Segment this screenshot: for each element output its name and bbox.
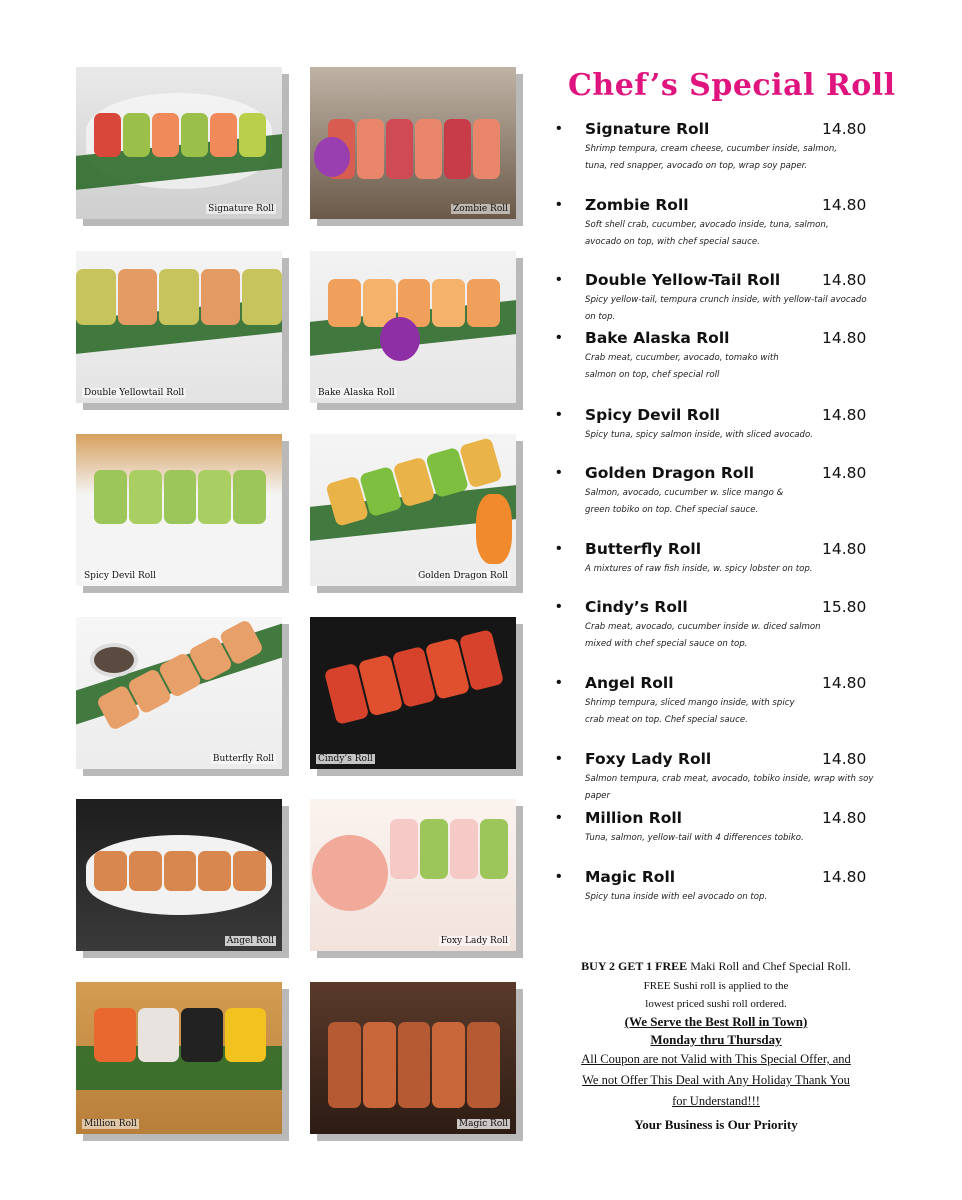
photo-caption: Spicy Devil Roll xyxy=(84,571,156,581)
photo-caption: Golden Dragon Roll xyxy=(418,571,508,581)
photo-signature-roll xyxy=(76,67,282,219)
photo-zombie-roll xyxy=(310,67,516,219)
promo-disclaimer: We not Offer This Deal with Any Holiday Thank You xyxy=(582,1073,850,1087)
item-price: 14.80 xyxy=(822,196,867,214)
photo-caption: Double Yellowtail Roll xyxy=(84,388,185,398)
item-price: 15.80 xyxy=(822,598,867,616)
item-description: Spicy tuna inside with eel avocado on top. xyxy=(585,892,768,902)
bullet-icon: • xyxy=(556,329,562,346)
item-description: Soft shell crab, cucumber, avocado inside, tuna, salmon, avocado on top, with chef special sauce. xyxy=(585,220,829,247)
photo-spicy-devil-roll xyxy=(76,434,282,586)
bullet-icon: • xyxy=(556,540,562,557)
item-name: Golden Dragon Roll xyxy=(585,464,755,482)
item-price: 14.80 xyxy=(822,120,867,138)
promo-days: Monday thru Thursday xyxy=(650,1032,782,1047)
item-price: 14.80 xyxy=(822,540,867,558)
bullet-icon: • xyxy=(556,271,562,288)
item-price: 14.80 xyxy=(822,406,867,424)
item-description: Salmon tempura, crab meat, avocado, tobiko inside, wrap with soy paper xyxy=(585,774,874,801)
item-price: 14.80 xyxy=(822,674,867,692)
item-name: Angel Roll xyxy=(585,674,674,692)
item-name: Million Roll xyxy=(585,809,682,827)
item-description: Tuna, salmon, yellow-tail with 4 differences tobiko. xyxy=(585,833,804,843)
item-description: Spicy tuna, spicy salmon inside, with sliced avocado. xyxy=(585,430,813,440)
bullet-icon: • xyxy=(556,406,562,423)
photo-golden-dragon-roll xyxy=(310,434,516,586)
bullet-icon: • xyxy=(556,464,562,481)
item-name: Foxy Lady Roll xyxy=(585,750,712,768)
item-name: Signature Roll xyxy=(585,120,710,138)
item-price: 14.80 xyxy=(822,750,867,768)
photo-caption: Signature Roll xyxy=(208,204,274,214)
photo-caption: Angel Roll xyxy=(226,936,274,946)
item-price: 14.80 xyxy=(822,329,867,347)
bullet-icon: • xyxy=(556,674,562,691)
bullet-icon: • xyxy=(556,750,562,767)
promo-disclaimer: for Understand!!! xyxy=(672,1094,760,1108)
item-description: Crab meat, avocado, cucumber inside w. diced salmon mixed with chef special sauce on top. xyxy=(585,622,821,649)
promo-offer: BUY 2 GET 1 FREE Maki Roll and Chef Special Roll. xyxy=(581,959,851,973)
promo-note: FREE Sushi roll is applied to the xyxy=(643,980,789,992)
item-price: 14.80 xyxy=(822,868,867,886)
photo-magic-roll xyxy=(310,982,516,1134)
item-price: 14.80 xyxy=(822,809,867,827)
photo-angel-roll xyxy=(76,799,282,951)
item-description: Spicy yellow-tail, tempura crunch inside, with yellow-tail avocado on top. xyxy=(585,295,867,322)
photo-bake-alaska-roll xyxy=(310,251,516,403)
item-description: Shrimp tempura, cream cheese, cucumber inside, salmon, tuna, red snapper, avocado on top, wrap soy paper. xyxy=(585,144,838,171)
photo-caption: Bake Alaska Roll xyxy=(318,388,395,398)
photo-foxy-lady-roll xyxy=(310,799,516,951)
photo-butterfly-roll xyxy=(76,617,282,769)
item-price: 14.80 xyxy=(822,464,867,482)
item-name: Spicy Devil Roll xyxy=(585,406,720,424)
photo-caption: Magic Roll xyxy=(458,1119,508,1129)
photo-caption: Million Roll xyxy=(84,1119,137,1129)
item-price: 14.80 xyxy=(822,271,867,289)
item-name: Magic Roll xyxy=(585,868,676,886)
item-name: Butterfly Roll xyxy=(585,540,702,558)
menu-title: Chef’s Special Roll xyxy=(568,68,896,103)
photo-cindys-roll xyxy=(310,617,516,769)
photo-caption: Zombie Roll xyxy=(453,204,508,214)
bullet-icon: • xyxy=(556,809,562,826)
bullet-icon: • xyxy=(556,120,562,137)
item-name: Bake Alaska Roll xyxy=(585,329,730,347)
item-name: Cindy’s Roll xyxy=(585,598,688,616)
bullet-icon: • xyxy=(556,196,562,213)
promo-note: lowest priced sushi roll ordered. xyxy=(645,998,787,1010)
photo-caption: Foxy Lady Roll xyxy=(440,936,508,946)
photo-caption: Cindy’s Roll xyxy=(318,754,373,764)
item-description: A mixtures of raw fish inside, w. spicy lobster on top. xyxy=(585,564,813,574)
bullet-icon: • xyxy=(556,598,562,615)
item-name: Zombie Roll xyxy=(585,196,689,214)
promo-tagline: Your Business is Our Priority xyxy=(634,1117,798,1132)
promo-block xyxy=(548,956,884,1138)
bullet-icon: • xyxy=(556,868,562,885)
promo-disclaimer: All Coupon are not Valid with This Special Offer, and xyxy=(581,1052,851,1066)
photo-million-roll xyxy=(76,982,282,1134)
item-name: Double Yellow-Tail Roll xyxy=(585,271,781,289)
item-description: Crab meat, cucumber, avocado, tomako with salmon on top, chef special roll xyxy=(585,353,779,380)
photo-caption: Butterfly Roll xyxy=(212,754,274,764)
photo-double-yellowtail-roll xyxy=(76,251,282,403)
item-description: Salmon, avocado, cucumber w. slice mango & green tobiko on top. Chef special sauce. xyxy=(585,488,784,515)
promo-slogan: (We Serve the Best Roll in Town) xyxy=(624,1014,808,1029)
item-description: Shrimp tempura, sliced mango inside, with spicy crab meat on top. Chef special sauce. xyxy=(585,698,795,725)
